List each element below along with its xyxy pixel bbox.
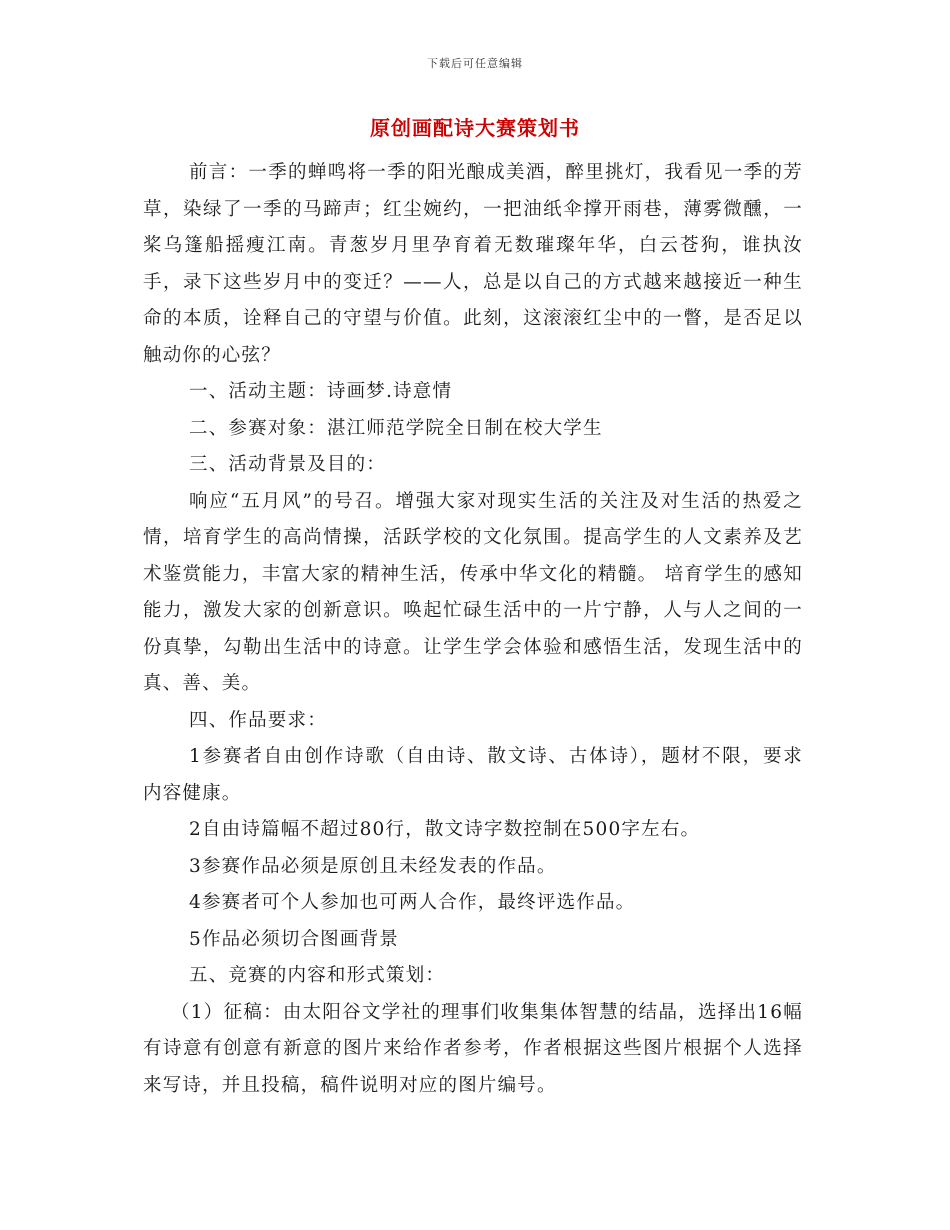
section-requirements-heading: 四、作品要求： bbox=[189, 709, 327, 731]
requirement-item-2: 2自由诗篇幅不超过80行，散文诗字数控制在500字左右。 bbox=[189, 819, 701, 840]
requirement-item-4: 4参赛者可个人参加也可两人合作，最终评选作品。 bbox=[189, 892, 636, 913]
format-item-1: （1）征稿：由太阳谷文学社的理事们收集集体智慧的结晶，选择出16幅有诗意有创意有新意的图片来给作者参考，作者根据这些图片根据个人选择来写诗，并且投稿，稿件说明对应的图片编号。 bbox=[143, 1001, 803, 1096]
section-participants: 二、参赛对象：湛江师范学院全日制在校大学生 bbox=[189, 417, 603, 439]
section-background-heading: 三、活动背景及目的： bbox=[189, 454, 387, 475]
background-paragraph: 响应“五月风”的号召。增强大家对现实生活的关注及对生活的热爱之情，培育学生的高尚情操，活跃学校的文化氛围。提高学生的人文素养及艺术鉴赏能力，丰富大家的精神生活，传承中华文化的精髓。 培育学生的感知能力，激发大家的创新意识。唤起忙碌生活中的一片宁静，人与人之间的一份真挚，勾勒出生活中的诗意。让学生学会体验和感悟生活，发现生活中的真、善、美。 bbox=[143, 490, 803, 694]
requirement-item-1: 1参赛者自由创作诗歌（自由诗、散文诗、古体诗），题材不限，要求内容健康。 bbox=[143, 746, 803, 804]
requirement-item-5: 5作品必须切合图画背景 bbox=[189, 928, 399, 950]
document-body bbox=[143, 155, 803, 1104]
document-title: 原创画配诗大赛策划书 bbox=[370, 116, 580, 140]
section-format-heading: 五、竞赛的内容和形式策划： bbox=[189, 965, 446, 986]
requirement-item-3: 3参赛作品必须是原创且未经发表的作品。 bbox=[189, 855, 557, 877]
preface-paragraph: 前言：一季的蝉鸣将一季的阳光酿成美酒，醉里挑灯，我看见一季的芳草，染绿了一季的马蹄声；红尘婉约，一把油纸伞撑开雨巷，薄雾微醺，一桨乌篷船摇瘦江南。青葱岁月里孕育着无数璀璨年华，白云苍狗，谁执汝手，录下这些岁月中的变迁？——人，总是以自己的方式越来越接近一种生命的本质，诠释自己的守望与价值。此刻，这滚滚红尘中的一瞥，是否足以触动你的心弦？ bbox=[143, 162, 803, 366]
section-theme: 一、活动主题：诗画梦.诗意情 bbox=[189, 381, 453, 402]
header-note: 下载后可任意编辑 bbox=[427, 57, 523, 70]
